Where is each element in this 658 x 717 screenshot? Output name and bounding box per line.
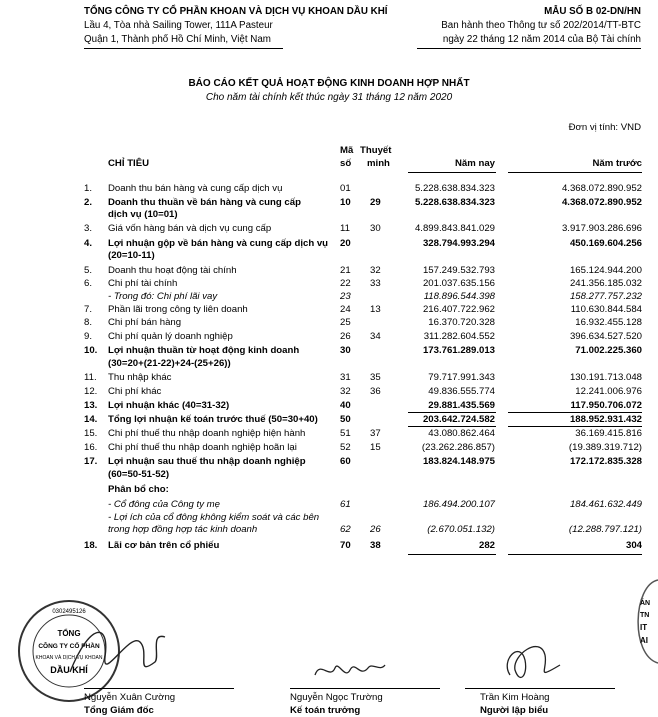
svg-text:AI: AI bbox=[640, 636, 648, 645]
row-number: 7. bbox=[84, 304, 93, 315]
row-code: 62 bbox=[340, 524, 351, 535]
row-current-year-value: 118.896.544.398 bbox=[423, 291, 495, 302]
table-row bbox=[0, 223, 658, 237]
row-number: 3. bbox=[84, 223, 93, 234]
row-code: 61 bbox=[340, 499, 351, 510]
row-number: 5. bbox=[84, 265, 93, 276]
row-item-name: Lãi cơ bản trên cổ phiếu bbox=[108, 540, 220, 551]
row-previous-year-value: (19.389.319.712) bbox=[568, 442, 642, 453]
row-item-name: Lợi nhuận khác (40=31-32) bbox=[108, 400, 230, 411]
row-code: 52 bbox=[340, 442, 351, 453]
row-item-name: Tổng lợi nhuận kế toán trước thuế (50=30+40) bbox=[108, 414, 318, 425]
row-previous-year-value: 396.634.527.520 bbox=[569, 331, 642, 342]
row-item-name: Phần lãi trong công ty liên doanh bbox=[108, 304, 248, 315]
company-address-line2: Quận 1, Thành phố Hồ Chí Minh, Việt Nam bbox=[84, 34, 271, 45]
row-current-year-value: 29.881.435.569 bbox=[428, 400, 495, 411]
column-header-code-line2: số bbox=[340, 158, 352, 169]
signature-line-ceo bbox=[84, 688, 234, 689]
row-previous-year-value: 165.124.944.200 bbox=[569, 265, 642, 276]
row-item-name: Giá vốn hàng bán và dịch vụ cung cấp bbox=[108, 223, 272, 234]
table-row bbox=[0, 524, 658, 538]
table-row bbox=[0, 358, 658, 372]
total-underline-rule bbox=[508, 412, 642, 413]
total-underline-rule bbox=[508, 426, 642, 427]
row-number: 11. bbox=[84, 372, 97, 383]
circular-reference: Ban hành theo Thông tư số 202/2014/TT-BTC bbox=[441, 20, 641, 31]
row-item-name: - Lợi ích của cổ đông không kiểm soát và các bên bbox=[108, 512, 320, 523]
table-row bbox=[0, 183, 658, 197]
table-row bbox=[0, 250, 658, 264]
row-previous-year-value: 158.277.757.232 bbox=[569, 291, 642, 302]
row-previous-year-value: 130.191.713.048 bbox=[569, 372, 642, 383]
row-previous-year-value: 304 bbox=[625, 540, 642, 551]
row-code: 51 bbox=[340, 428, 351, 439]
row-number: 14. bbox=[84, 414, 98, 425]
row-number: 8. bbox=[84, 317, 93, 328]
row-current-year-value: 4.899.843.841.029 bbox=[414, 223, 495, 234]
column-header-previous-year: Năm trước bbox=[592, 158, 642, 169]
row-number: 10. bbox=[84, 345, 98, 356]
row-current-year-value: 49.836.555.774 bbox=[428, 386, 495, 397]
svg-text:ÁN: ÁN bbox=[640, 600, 651, 607]
row-previous-year-value: 110.630.844.584 bbox=[570, 304, 642, 315]
table-row bbox=[0, 456, 658, 470]
row-code: 60 bbox=[340, 456, 351, 467]
row-previous-year-value: 16.932.455.128 bbox=[575, 317, 642, 328]
svg-text:TN: TN bbox=[640, 612, 650, 619]
row-current-year-value: 16.370.720.328 bbox=[428, 317, 495, 328]
svg-text:DẦU KHÍ: DẦU KHÍ bbox=[50, 665, 88, 675]
row-number: 16. bbox=[84, 442, 98, 453]
row-note: 34 bbox=[370, 331, 381, 342]
row-item-name: Chi phí bán hàng bbox=[108, 317, 182, 328]
header-right-rule bbox=[417, 48, 641, 49]
row-note: 15 bbox=[370, 442, 381, 453]
column-header-code-line1: Mã bbox=[340, 145, 354, 156]
signature-chief-accountant bbox=[310, 650, 390, 690]
row-note: 32 bbox=[370, 265, 381, 276]
row-number: 15. bbox=[84, 428, 98, 439]
row-number: 18. bbox=[84, 540, 98, 551]
total-underline-rule bbox=[408, 412, 496, 413]
row-current-year-value: (23.262.286.857) bbox=[421, 442, 495, 453]
row-code: 22 bbox=[340, 278, 351, 289]
row-current-year-value: 157.249.532.793 bbox=[422, 265, 495, 276]
row-previous-year-value: 71.002.225.360 bbox=[575, 345, 642, 356]
row-code: 26 bbox=[340, 331, 351, 342]
table-row bbox=[0, 278, 658, 292]
row-current-year-value: 328.794.993.294 bbox=[422, 238, 495, 249]
svg-text:0302495126: 0302495126 bbox=[52, 609, 86, 615]
row-code: 32 bbox=[340, 386, 351, 397]
row-code: 21 bbox=[340, 265, 351, 276]
report-title: BÁO CÁO KẾT QUẢ HOẠT ĐỘNG KINH DOANH HỢP NHẤT bbox=[188, 78, 470, 89]
row-number: 2. bbox=[84, 197, 93, 208]
table-row bbox=[0, 317, 658, 331]
row-item-name: trong hợp đồng hợp tác kinh doanh bbox=[108, 524, 258, 535]
cropped-seal-fragment bbox=[628, 575, 658, 665]
table-row bbox=[0, 540, 658, 554]
row-code: 31 bbox=[340, 372, 351, 383]
row-previous-year-value: 188.952.931.432 bbox=[569, 414, 642, 425]
row-current-year-value: 5.228.638.834.323 bbox=[414, 183, 495, 194]
row-previous-year-value: 36.169.415.816 bbox=[575, 428, 642, 439]
signature-line-accountant bbox=[290, 688, 440, 689]
row-item-name: Lợi nhuận sau thuế thu nhập doanh nghiệp bbox=[108, 456, 306, 467]
row-note: 30 bbox=[370, 223, 381, 234]
row-number: 13. bbox=[84, 400, 98, 411]
row-item-name: Lợi nhuận gộp về bán hàng và cung cấp dịch vụ bbox=[108, 238, 329, 249]
header-left-rule bbox=[84, 48, 283, 49]
report-subtitle: Cho năm tài chính kết thúc ngày 31 tháng 12 năm 2020 bbox=[205, 92, 453, 103]
signature-preparer bbox=[490, 630, 570, 690]
row-previous-year-value: 117.950.706.072 bbox=[570, 400, 642, 411]
row-item-name: (60=50-51-52) bbox=[108, 469, 170, 480]
row-note: 26 bbox=[370, 524, 381, 535]
total-underline-rule bbox=[408, 554, 496, 555]
row-previous-year-value: 4.368.072.890.952 bbox=[561, 197, 642, 208]
row-note: 37 bbox=[370, 428, 381, 439]
row-current-year-value: 186.494.200.107 bbox=[422, 499, 495, 510]
signer-ceo-name: Nguyễn Xuân Cường bbox=[84, 692, 176, 703]
row-item-name: Chi phí tài chính bbox=[108, 278, 178, 289]
previous-year-header-rule bbox=[508, 172, 642, 173]
table-row bbox=[0, 372, 658, 386]
signature-ceo bbox=[60, 612, 170, 692]
row-current-year-value: 216.407.722.962 bbox=[422, 304, 495, 315]
row-item-name: Chi phí thuế thu nhập doanh nghiệp hoãn lại bbox=[108, 442, 297, 453]
svg-text:TỔNG: TỔNG bbox=[57, 629, 81, 638]
signer-preparer-name: Trần Kim Hoàng bbox=[480, 692, 550, 703]
row-item-name: Chi phí khác bbox=[108, 386, 162, 397]
row-code: 23 bbox=[340, 291, 351, 302]
table-row bbox=[0, 304, 658, 318]
column-header-note-line2: minh bbox=[367, 158, 390, 169]
row-note: 38 bbox=[370, 540, 381, 551]
row-previous-year-value: 12.241.006.976 bbox=[575, 386, 642, 397]
circular-date: ngày 22 tháng 12 năm 2014 của Bộ Tài chính bbox=[442, 34, 641, 45]
total-underline-rule bbox=[408, 426, 496, 427]
row-current-year-value: 79.717.991.343 bbox=[428, 372, 495, 383]
row-number: 1. bbox=[84, 183, 93, 194]
row-previous-year-value: 241.356.185.032 bbox=[569, 278, 642, 289]
row-note: 29 bbox=[370, 197, 381, 208]
row-code: 20 bbox=[340, 238, 351, 249]
row-note: 13 bbox=[370, 304, 381, 315]
row-previous-year-value: 450.169.604.256 bbox=[569, 238, 642, 249]
table-row bbox=[0, 331, 658, 345]
signature-line-preparer bbox=[465, 688, 615, 689]
row-number: 9. bbox=[84, 331, 93, 342]
row-number: 17. bbox=[84, 456, 98, 467]
row-code: 25 bbox=[340, 317, 351, 328]
row-code: 10 bbox=[340, 197, 351, 208]
row-note: 33 bbox=[370, 278, 381, 289]
current-year-header-rule bbox=[408, 172, 496, 173]
row-code: 24 bbox=[340, 304, 351, 315]
table-row bbox=[0, 499, 658, 513]
form-number: MẪU SỐ B 02-DN/HN bbox=[544, 6, 641, 17]
row-current-year-value: 282 bbox=[478, 540, 495, 551]
svg-text:KHOAN VÀ DỊCH VỤ KHOAN: KHOAN VÀ DỊCH VỤ KHOAN bbox=[35, 655, 103, 661]
row-item-name: (20=10-11) bbox=[108, 250, 155, 261]
row-number: 12. bbox=[84, 386, 98, 397]
signer-accountant-title: Kế toán trưởng bbox=[290, 705, 361, 716]
row-code: 70 bbox=[340, 540, 351, 551]
column-header-note-line1: Thuyết bbox=[360, 145, 392, 156]
row-code: 50 bbox=[340, 414, 351, 425]
row-code: 01 bbox=[340, 183, 351, 194]
row-current-year-value: 173.761.289.013 bbox=[422, 345, 495, 356]
row-code: 40 bbox=[340, 400, 351, 411]
row-current-year-value: 43.080.862.464 bbox=[428, 428, 495, 439]
row-number: 4. bbox=[84, 238, 93, 249]
row-code: 30 bbox=[340, 345, 351, 356]
row-note: 35 bbox=[370, 372, 381, 383]
row-current-year-value: 203.642.724.582 bbox=[422, 414, 495, 425]
table-row bbox=[0, 428, 658, 442]
table-row bbox=[0, 209, 658, 223]
signer-ceo-title: Tổng Giám đốc bbox=[84, 705, 154, 716]
row-item-name: Chi phí quản lý doanh nghiệp bbox=[108, 331, 233, 342]
currency-unit: Đơn vị tính: VND bbox=[568, 122, 641, 133]
company-address-line1: Lầu 4, Tòa nhà Sailing Tower, 111A Pasteur bbox=[84, 20, 273, 31]
svg-text:CÔNG TY CỔ PHẦN: CÔNG TY CỔ PHẦN bbox=[38, 643, 100, 650]
table-row bbox=[0, 484, 658, 498]
row-current-year-value: 5.228.638.834.323 bbox=[414, 197, 495, 208]
row-item-name: Chi phí thuế thu nhập doanh nghiệp hiện hành bbox=[108, 428, 306, 439]
signer-accountant-name: Nguyễn Ngọc Trường bbox=[290, 692, 383, 703]
row-item-name: Thu nhập khác bbox=[108, 372, 172, 383]
column-header-current-year: Năm nay bbox=[455, 158, 495, 169]
row-item-name: Doanh thu hoạt động tài chính bbox=[108, 265, 237, 276]
row-number: 6. bbox=[84, 278, 93, 289]
row-item-name: Doanh thu thuần về bán hàng và cung cấp bbox=[108, 197, 301, 208]
row-item-name: Doanh thu bán hàng và cung cấp dịch vụ bbox=[108, 183, 283, 194]
table-row bbox=[0, 442, 658, 456]
row-item-name: - Trong đó: Chi phí lãi vay bbox=[108, 291, 218, 302]
row-current-year-value: 183.824.148.975 bbox=[422, 456, 495, 467]
table-row bbox=[0, 469, 658, 483]
column-header-item: CHỈ TIÊU bbox=[108, 158, 150, 169]
row-item-name: dịch vụ (10=01) bbox=[108, 209, 178, 220]
row-code: 11 bbox=[340, 223, 350, 234]
row-item-name: (30=20+(21-22)+24-(25+26)) bbox=[108, 358, 231, 369]
row-current-year-value: 311.282.604.552 bbox=[423, 331, 495, 342]
table-row bbox=[0, 345, 658, 359]
signer-preparer-title: Người lập biểu bbox=[480, 705, 549, 716]
total-underline-rule bbox=[508, 554, 642, 555]
row-item-name: Lợi nhuận thuần từ hoạt động kinh doanh bbox=[108, 345, 300, 356]
row-previous-year-value: (12.288.797.121) bbox=[568, 524, 642, 535]
svg-text:IT: IT bbox=[640, 623, 648, 632]
company-name: TỔNG CÔNG TY CỔ PHẦN KHOAN VÀ DỊCH VỤ KHOAN DẦU KHÍ bbox=[84, 6, 388, 17]
row-current-year-value: 201.037.635.156 bbox=[422, 278, 495, 289]
row-note: 36 bbox=[370, 386, 381, 397]
table-row bbox=[0, 291, 658, 305]
row-item-name: Phân bổ cho: bbox=[108, 484, 169, 495]
table-row bbox=[0, 386, 658, 400]
row-previous-year-value: 3.917.903.286.696 bbox=[561, 223, 642, 234]
row-previous-year-value: 184.461.632.449 bbox=[569, 499, 642, 510]
row-previous-year-value: 172.172.835.328 bbox=[569, 456, 642, 467]
row-item-name: - Cổ đông của Công ty mẹ bbox=[108, 499, 220, 510]
table-row bbox=[0, 265, 658, 279]
row-previous-year-value: 4.368.072.890.952 bbox=[561, 183, 642, 194]
row-current-year-value: (2.670.051.132) bbox=[427, 524, 495, 535]
